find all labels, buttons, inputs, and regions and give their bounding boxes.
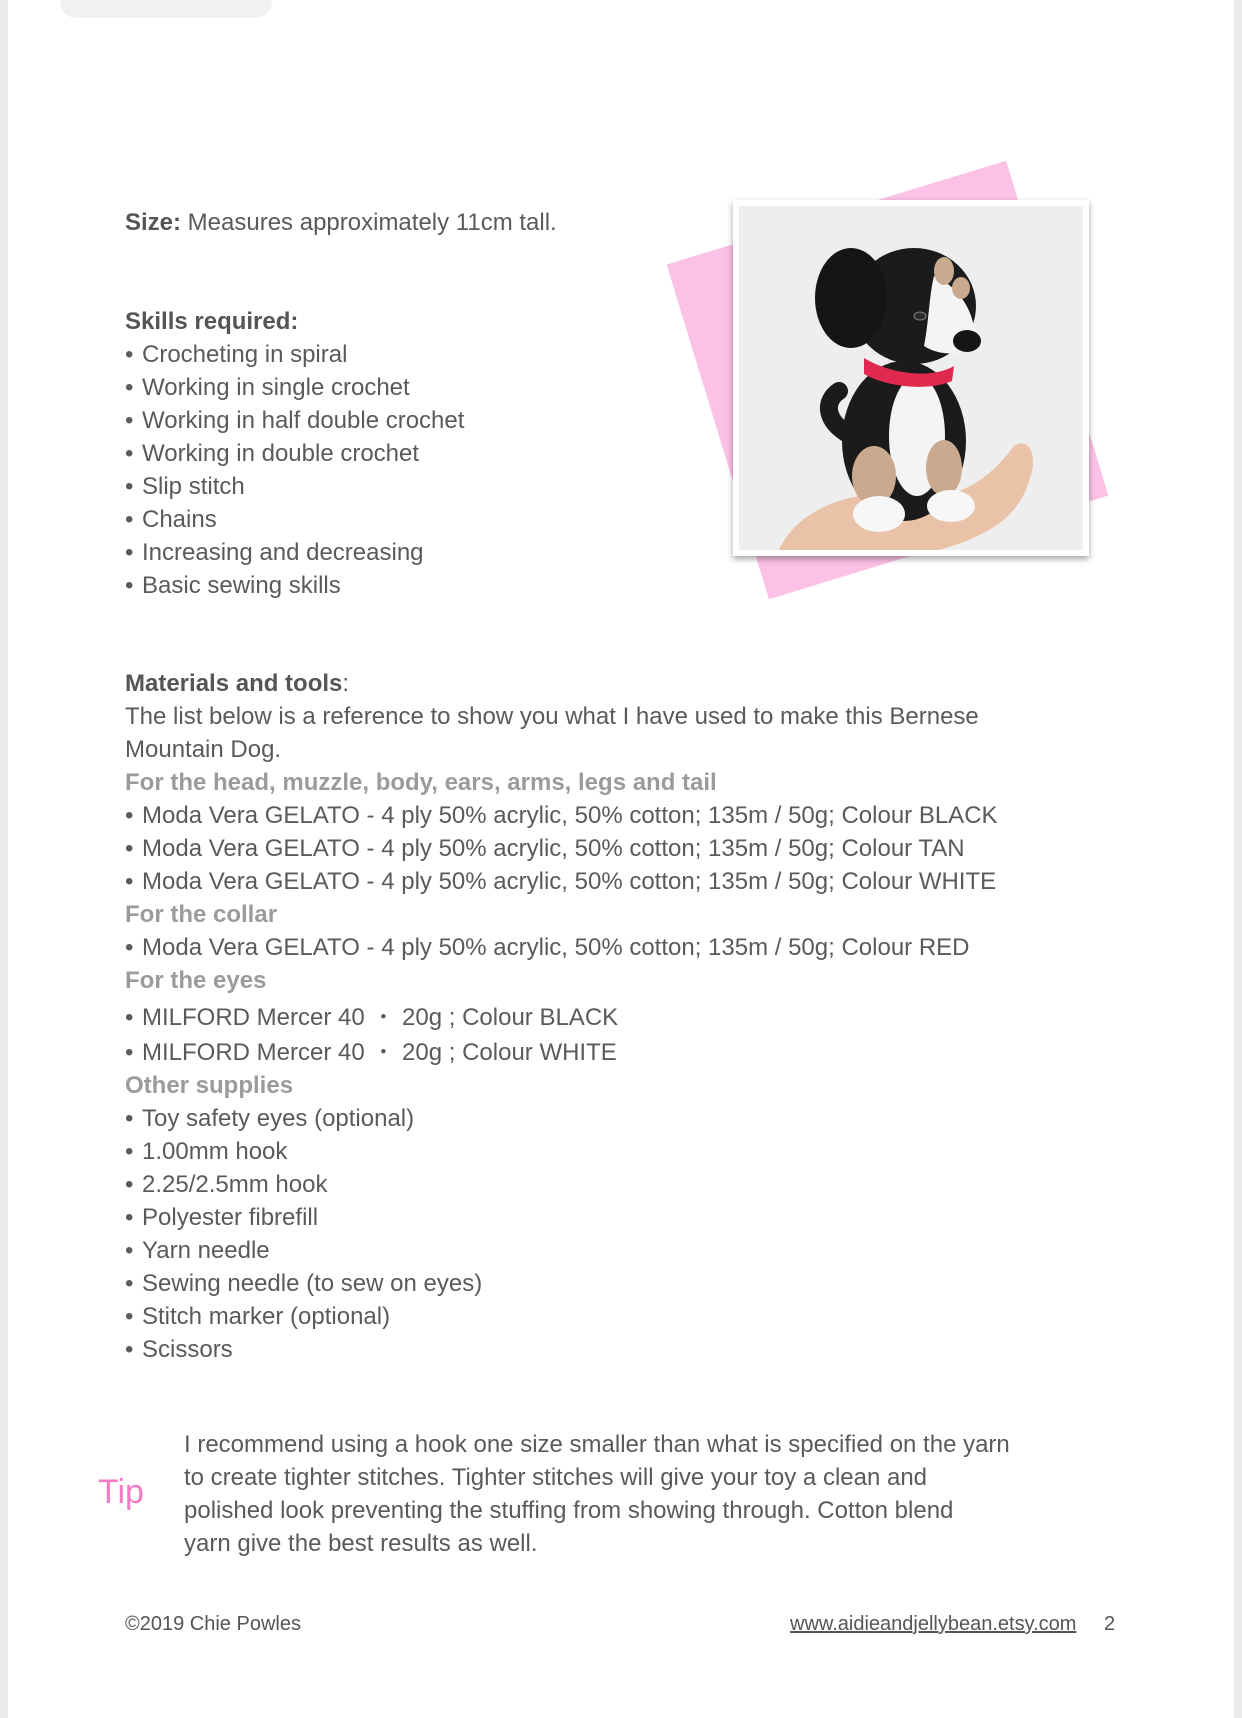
other-subheading: Other supplies [125, 1072, 294, 1099]
tip-line: polished look preventing the stuffing from showing through. Cotton blend [184, 1497, 954, 1524]
collar-subheading: For the collar [125, 901, 278, 928]
list-item: • Increasing and decreasing [125, 539, 424, 566]
tip-line: to create tighter stitches. Tighter stitches will give your toy a clean and [184, 1464, 928, 1491]
list-item: • MILFORD Mercer 40 ・ 20g ; Colour WHITE [125, 1039, 617, 1066]
list-item: • Working in half double crochet [125, 407, 465, 434]
list-item: • Polyester fibrefill [125, 1204, 319, 1231]
skills-heading: Skills required: [125, 308, 299, 335]
viewer-frame-right [1234, 0, 1242, 1718]
list-item: • Working in single crochet [125, 374, 410, 401]
dog-photo [733, 200, 1089, 556]
tip-line: yarn give the best results as well. [184, 1530, 538, 1557]
list-item: • Scissors [125, 1336, 233, 1363]
list-item: • Moda Vera GELATO - 4 ply 50% acrylic, 50% cotton; 135m / 50g; Colour RED [125, 934, 970, 961]
size-line [125, 206, 557, 239]
list-item: • 2.25/2.5mm hook [125, 1171, 328, 1198]
size-label: Size: [125, 209, 182, 236]
tip-line: I recommend using a hook one size smaller than what is specified on the yarn [184, 1431, 1010, 1458]
list-item: • Moda Vera GELATO - 4 ply 50% acrylic, 50% cotton; 135m / 50g; Colour WHITE [125, 868, 997, 895]
etsy-link[interactable]: www.aidieandjellybean.etsy.com [790, 1613, 1077, 1635]
list-item: • Working in double crochet [125, 440, 420, 467]
eyes-subheading: For the eyes [125, 967, 267, 994]
list-item: • Basic sewing skills [125, 572, 341, 599]
crochet-dog-illustration [739, 206, 1083, 550]
viewer-frame-left [0, 0, 8, 1718]
list-item: • 1.00mm hook [125, 1138, 288, 1165]
list-item: • Crocheting in spiral [125, 341, 348, 368]
collar-yarn-list [125, 931, 970, 964]
tip-text [184, 1428, 1010, 1560]
materials-heading: Materials and tools [125, 670, 343, 697]
eyes-thread-list [125, 1000, 618, 1070]
page-number: 2 [1104, 1613, 1116, 1635]
size-text: Measures approximately 11cm tall. [181, 209, 557, 236]
list-item: • Moda Vera GELATO - 4 ply 50% acrylic, 50% cotton; 135m / 50g; Colour BLACK [125, 802, 998, 829]
list-item: • Chains [125, 506, 217, 533]
head-yarn-list [125, 799, 998, 898]
list-item: • Moda Vera GELATO - 4 ply 50% acrylic, 50% cotton; 135m / 50g; Colour TAN [125, 835, 965, 862]
other-supplies-list [125, 1102, 482, 1366]
head-subheading: For the head, muzzle, body, ears, arms, legs and tail [125, 769, 717, 796]
materials-intro-line1: The list below is a reference to show you what I have used to make this Bernese [125, 703, 979, 730]
list-item: • Toy safety eyes (optional) [125, 1105, 415, 1132]
materials-heading-line: Materials and tools: [125, 670, 350, 697]
materials-intro-line2: Mountain Dog. [125, 736, 282, 763]
list-item: • Slip stitch [125, 473, 245, 500]
list-item: • Stitch marker (optional) [125, 1303, 391, 1330]
tip-label: Tip [98, 1473, 144, 1511]
list-item: • Sewing needle (to sew on eyes) [125, 1270, 483, 1297]
skills-list [125, 338, 464, 602]
copyright: ©2019 Chie Powles [125, 1613, 301, 1635]
list-item: • Yarn needle [125, 1237, 270, 1264]
list-item: • MILFORD Mercer 40 ・ 20g ; Colour BLACK [125, 1004, 619, 1031]
viewer-toolbar-tab[interactable] [60, 0, 272, 18]
